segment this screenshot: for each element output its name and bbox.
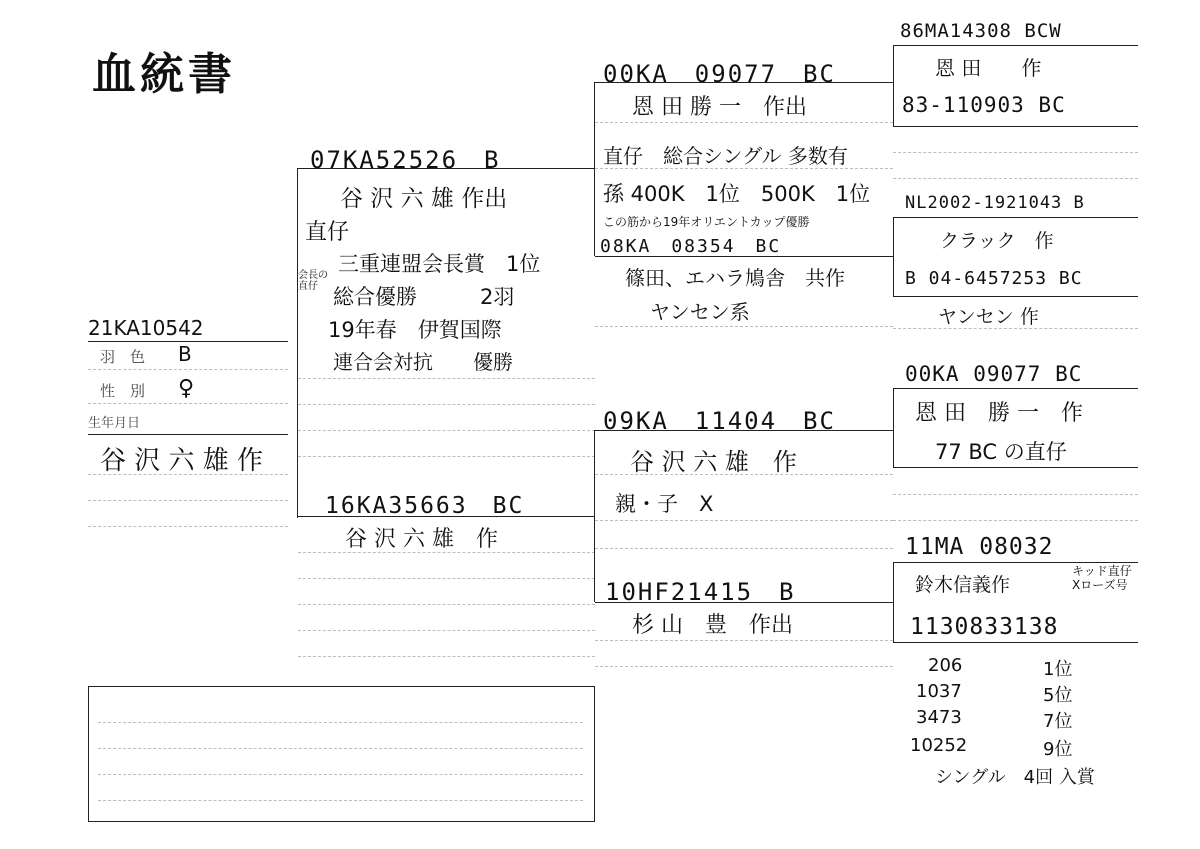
dam-sire-line (595, 430, 893, 431)
g3-c-line (893, 388, 1138, 389)
divider (595, 640, 893, 641)
divider (595, 520, 893, 521)
bracket-sire (594, 82, 595, 256)
color-value: B (178, 342, 192, 366)
divider (298, 404, 595, 405)
sire-line (298, 168, 595, 169)
divider (298, 578, 595, 579)
sire-sire-line-1: 直仔 総合シングル 多数有 (603, 144, 848, 168)
divider (298, 430, 595, 431)
g3-c-ring-number: 00KA 09077 BC (905, 362, 1083, 386)
sire-dam-line (595, 256, 893, 257)
record-count-3: 10252 (910, 735, 968, 756)
divider (98, 748, 583, 749)
g3-c-breeder: 恩 田 勝 一 作 (915, 401, 1083, 426)
record-rank-2: 7位 (1043, 711, 1073, 732)
divider (98, 800, 583, 801)
g3-d-line (893, 562, 1138, 563)
dam-breeder: 谷 沢 六 雄 作 (345, 527, 498, 552)
sire-sire-ring-number: 00KA 09077 BC (603, 60, 836, 88)
record-count-1: 1037 (916, 681, 962, 702)
sire-line-3: 総合優勝 2羽 (333, 285, 515, 309)
sire-sire-line-3: この筋から19年オリエントカップ優勝 (603, 215, 810, 229)
dam-sire-ring-number: 09KA 11404 BC (603, 407, 836, 435)
divider (88, 474, 288, 475)
divider (595, 666, 893, 667)
g3-b-breeder: クラック 作 (940, 230, 1054, 252)
divider (595, 548, 893, 549)
sire-line-2: 三重連盟会長賞 1位 (338, 252, 541, 276)
divider (298, 552, 595, 553)
sex-label: 性 別 (100, 382, 146, 400)
divider (88, 403, 288, 404)
color-label: 羽 色 (100, 348, 146, 366)
dam-dam-ring-number: 10HF21415 B (605, 578, 796, 606)
bracket-g3-d (893, 562, 894, 642)
divider (893, 494, 1138, 495)
dam-ring-number: 16KA35663 BC (325, 493, 525, 519)
sire-sire-line-2: 孫 400K 1位 500K 1位 (603, 182, 871, 206)
bracket-parents (297, 168, 298, 518)
divider (893, 152, 1138, 153)
g3-b-ring-number: NL2002-1921043 B (905, 193, 1085, 213)
record-count-2: 3473 (916, 707, 962, 728)
record-rank-1: 5位 (1043, 685, 1073, 706)
record-rank-3: 9位 (1043, 739, 1073, 760)
g3-b-sub2: ヤンセン 作 (938, 306, 1039, 328)
sire-dam-ring-number: 08KA 08354 BC (600, 236, 782, 257)
subject-ring-number: 21KA10542 (88, 316, 204, 340)
bracket-g3-b (893, 217, 894, 297)
divider (595, 474, 893, 475)
divider (88, 369, 288, 370)
dam-sire-line-0: 谷 沢 六 雄 作 (630, 448, 797, 476)
record-rank-0: 1位 (1043, 659, 1073, 680)
g3-a-bottom-line (893, 126, 1138, 127)
g3-d-side-note: キッド直仔 Xローズ号 (1072, 564, 1132, 592)
dam-line (298, 516, 595, 517)
g3-a-sub: 83-110903 BC (902, 93, 1066, 117)
page-title: 血統書 (92, 49, 236, 100)
divider (298, 630, 595, 631)
divider (98, 774, 583, 775)
sire-sire-line-0: 恩 田 勝 一 作出 (632, 95, 807, 120)
divider (298, 656, 595, 657)
sire-line-4: 19年春 伊賀国際 (328, 318, 502, 342)
g3-d-breeder: 鈴木信義作 (915, 574, 1011, 596)
g3-d-sub: 1130833138 (910, 614, 1059, 640)
g3-b-line (893, 217, 1138, 218)
dam-dam-line (595, 602, 893, 603)
record-count-0: 206 (928, 655, 963, 676)
g3-b-sub: B 04-6457253 BC (905, 268, 1083, 289)
sire-line-5: 連合会対抗 優勝 (333, 350, 513, 374)
divider (88, 526, 288, 527)
sire-dam-line-0: 篠田、エハラ鳩舎 共作 (625, 266, 845, 290)
divider (595, 168, 893, 169)
bracket-g3-a (893, 45, 894, 127)
sire-dam-line-1: ヤンセン系 (650, 300, 750, 324)
divider (595, 326, 893, 327)
sire-line-0: 谷 沢 六 雄 作出 (340, 186, 508, 212)
divider (298, 378, 595, 379)
sex-value: ♀ (178, 376, 195, 401)
divider (893, 178, 1138, 179)
divider (893, 520, 1138, 521)
sire-side-note: 会長の 直仔 (298, 270, 328, 292)
divider (595, 122, 893, 123)
g3-d-ring-number: 11MA 08032 (905, 534, 1054, 560)
bracket-dam (594, 430, 595, 602)
sire-line-1: 直仔 (305, 220, 350, 245)
notes-box (88, 686, 595, 822)
sire-ring-number: 07KA52526 B (310, 146, 501, 174)
dam-sire-line-1: 親・子 X (615, 492, 714, 516)
divider (298, 456, 595, 457)
g3-a-ring-number: 86MA14308 BCW (900, 20, 1062, 42)
divider (298, 604, 595, 605)
divider (88, 500, 288, 501)
birth-underline (88, 434, 288, 435)
dam-dam-line-0: 杉 山 豊 作出 (632, 613, 793, 638)
sire-sire-line (595, 82, 893, 83)
g3-b-bottom-line (893, 296, 1138, 297)
g3-c-bottom-line (893, 467, 1138, 468)
record-summary: シングル 4回 入賞 (935, 767, 1095, 788)
g3-a-breeder: 恩 田 作 (935, 56, 1042, 80)
g3-c-sub: 77 BC の直仔 (935, 440, 1067, 464)
subject-breeder: 谷 沢 六 雄 作 (100, 446, 264, 476)
bracket-g3-c (893, 388, 894, 468)
divider (98, 722, 583, 723)
g3-d-bottom-line (893, 642, 1138, 643)
divider (893, 328, 1138, 329)
birth-label: 生年月日 (88, 416, 141, 431)
g3-a-line (893, 45, 1138, 46)
